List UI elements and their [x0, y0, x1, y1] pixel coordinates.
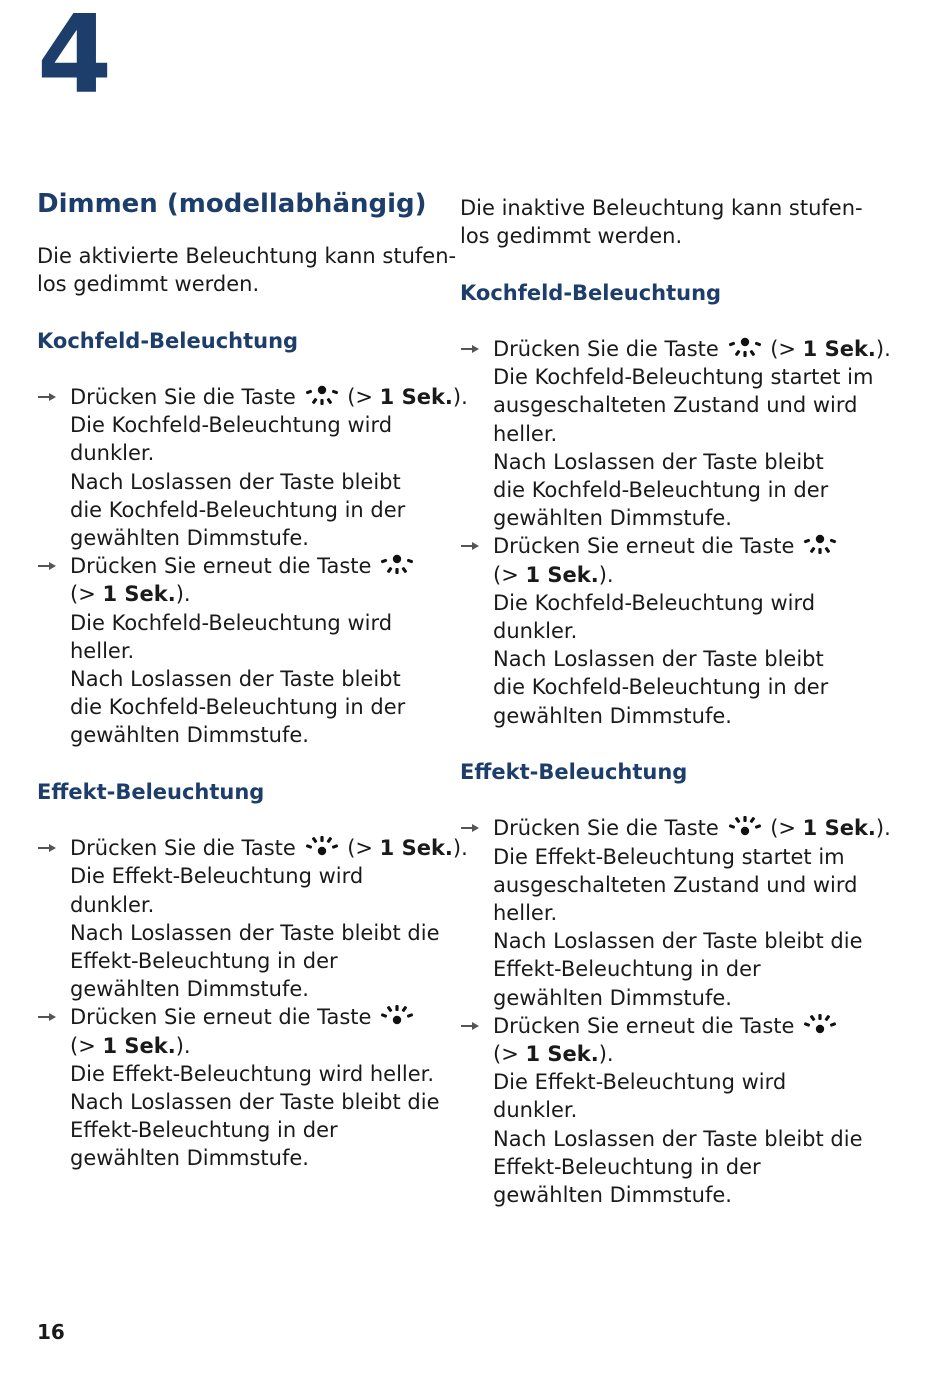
- subheading-effekt: Effekt-Beleuchtung: [37, 779, 265, 804]
- step-result-line: gewählten Dimmstufe.: [493, 506, 732, 531]
- key-symbol: [726, 816, 771, 840]
- duration-value: 1 Sek.: [525, 1042, 599, 1067]
- step-result-line: die Kochfeld-Beleuchtung in der: [493, 478, 829, 502]
- duration-open: (>: [347, 836, 373, 861]
- subheading-kochfeld: Kochfeld-Beleuchtung: [460, 280, 722, 305]
- step-duration-line: [70, 580, 457, 608]
- duration-close: ).: [452, 836, 468, 861]
- key-symbol: [303, 836, 348, 860]
- duration-close: ).: [175, 582, 191, 607]
- step-press-line: [493, 814, 891, 842]
- duration-close: ).: [175, 1033, 191, 1058]
- bullet-arrow: [37, 383, 59, 411]
- instruction-step: [37, 383, 468, 552]
- page-number: 16: [37, 1320, 65, 1344]
- step-result-line: Die Effekt-Beleuchtung wird: [493, 1070, 787, 1095]
- step-press-line: [70, 552, 457, 580]
- step-result-line: gewählten Dimmstufe.: [70, 977, 309, 1002]
- key-symbol: [801, 1014, 839, 1038]
- step-result-line: Die Effekt-Beleuchtung wird: [70, 864, 364, 889]
- instruction-step: [460, 1012, 880, 1209]
- duration-close: ).: [875, 816, 891, 841]
- subheading-effekt: Effekt-Beleuchtung: [460, 760, 688, 785]
- effect-light-icon: [803, 1014, 837, 1036]
- arrow-right-icon: [37, 1012, 57, 1022]
- effect-light-icon: [728, 816, 762, 838]
- step-result-line: Nach Loslassen der Taste bleibt die: [70, 920, 440, 945]
- step-result-line: Effekt-Beleuchtung in der: [493, 957, 761, 982]
- step-result-line: heller.: [70, 638, 135, 663]
- step-result-line: Die Effekt-Beleuchtung wird heller.: [70, 1061, 435, 1086]
- duration-open: (>: [493, 1042, 519, 1067]
- duration-open: (>: [70, 582, 96, 607]
- intro-line: los gedimmt werden.: [460, 224, 683, 249]
- intro-text: [460, 194, 880, 250]
- intro-line: Die aktivierte Beleuchtung kann stufen-: [37, 244, 457, 268]
- step-result-line: dunkler.: [493, 619, 578, 644]
- right-column: [460, 194, 891, 1209]
- step-result-line: dunkler.: [70, 892, 155, 917]
- step-press-line: [493, 1012, 880, 1040]
- hob-light-icon: [380, 554, 414, 576]
- instruction-step: [37, 552, 457, 749]
- duration-value: 1 Sek.: [525, 562, 599, 587]
- step-press-text: Drücken Sie die Taste: [70, 836, 296, 861]
- step-duration-line: [493, 561, 880, 589]
- step-press-text: Drücken Sie erneut die Taste: [70, 554, 372, 579]
- step-press-text: Drücken Sie erneut die Taste: [70, 1005, 372, 1030]
- duration-value: 1 Sek.: [802, 816, 876, 841]
- key-symbol: [801, 534, 839, 558]
- step-press-text: Drücken Sie die Taste: [70, 384, 296, 409]
- duration-open: (>: [493, 562, 519, 587]
- instruction-step: [460, 814, 891, 1011]
- step-result-line: ausgeschalteten Zustand und wird: [493, 393, 858, 418]
- step-press-line: [70, 1003, 457, 1031]
- intro-text: [37, 242, 457, 298]
- duration-value: 1 Sek.: [102, 1033, 176, 1058]
- bullet-arrow: [37, 1003, 59, 1031]
- step-result-line: Nach Loslassen der Taste bleibt die: [493, 1126, 863, 1151]
- step-result-line: gewählten Dimmstufe.: [70, 526, 309, 550]
- duration-open: (>: [770, 816, 796, 841]
- hob-light-icon: [728, 337, 762, 359]
- step-result-line: Die Kochfeld-Beleuchtung wird: [493, 590, 816, 615]
- step-result-line: Die Kochfeld-Beleuchtung wird: [70, 413, 393, 438]
- step-result-line: Effekt-Beleuchtung in der: [493, 1154, 761, 1179]
- arrow-right-icon: [37, 843, 57, 853]
- step-result-line: Nach Loslassen der Taste bleibt die: [493, 929, 863, 954]
- step-result-line: ausgeschalteten Zustand und wird: [493, 872, 858, 897]
- step-result-line: gewählten Dimmstufe.: [70, 1146, 309, 1171]
- step-result-line: Nach Loslassen der Taste bleibt die: [70, 1090, 440, 1115]
- step-result-line: gewählten Dimmstufe.: [493, 703, 732, 728]
- instruction-step: [37, 834, 468, 1003]
- bullet-arrow: [460, 532, 482, 560]
- duration-value: 1 Sek.: [379, 836, 453, 861]
- step-press-text: Drücken Sie die Taste: [493, 816, 719, 841]
- instruction-step: [460, 532, 880, 729]
- intro-line: Die inaktive Beleuchtung kann stufen-: [460, 196, 863, 220]
- step-result-line: die Kochfeld-Beleuchtung in der: [70, 497, 406, 522]
- step-result-line: Nach Loslassen der Taste bleibt: [493, 449, 824, 474]
- step-result-line: heller.: [493, 421, 558, 446]
- chapter-number: 4: [37, 0, 111, 118]
- effect-light-icon: [380, 1005, 414, 1027]
- step-result-line: dunkler.: [493, 1098, 578, 1123]
- duration-close: ).: [598, 1042, 614, 1067]
- step-duration-line: [70, 1032, 457, 1060]
- step-press-text: Drücken Sie erneut die Taste: [493, 534, 795, 559]
- step-press-line: [70, 383, 468, 411]
- bullet-arrow: [37, 552, 59, 580]
- step-result-line: die Kochfeld-Beleuchtung in der: [70, 695, 406, 720]
- step-press-text: Drücken Sie die Taste: [493, 336, 719, 361]
- step-result-line: gewählten Dimmstufe.: [493, 1183, 732, 1208]
- arrow-right-icon: [460, 823, 480, 833]
- arrow-right-icon: [37, 561, 57, 571]
- duration-value: 1 Sek.: [802, 336, 876, 361]
- duration-close: ).: [875, 336, 891, 361]
- instruction-step: [460, 335, 891, 532]
- duration-open: (>: [70, 1033, 96, 1058]
- arrow-right-icon: [460, 344, 480, 354]
- arrow-right-icon: [460, 1021, 480, 1031]
- bullet-arrow: [460, 335, 482, 363]
- step-press-text: Drücken Sie erneut die Taste: [493, 1013, 795, 1038]
- intro-line: los gedimmt werden.: [37, 272, 260, 297]
- step-press-line: [493, 335, 891, 363]
- bullet-arrow: [460, 814, 482, 842]
- hob-light-icon: [305, 385, 339, 407]
- step-result-line: Nach Loslassen der Taste bleibt: [493, 647, 824, 672]
- duration-value: 1 Sek.: [102, 582, 176, 607]
- arrow-right-icon: [460, 541, 480, 551]
- step-duration-line: [493, 1040, 880, 1068]
- step-result-line: heller.: [493, 901, 558, 926]
- step-result-line: Nach Loslassen der Taste bleibt: [70, 469, 401, 494]
- step-result-line: Nach Loslassen der Taste bleibt: [70, 667, 401, 692]
- step-press-line: [70, 834, 468, 862]
- bullet-arrow: [37, 834, 59, 862]
- duration-open: (>: [770, 336, 796, 361]
- step-result-line: Effekt-Beleuchtung in der: [70, 1118, 338, 1143]
- effect-light-icon: [305, 836, 339, 858]
- duration-close: ).: [452, 384, 468, 409]
- key-symbol: [378, 1005, 416, 1029]
- bullet-arrow: [460, 1012, 482, 1040]
- key-symbol: [726, 337, 771, 361]
- arrow-right-icon: [37, 392, 57, 402]
- key-symbol: [303, 385, 348, 409]
- duration-open: (>: [347, 384, 373, 409]
- duration-value: 1 Sek.: [379, 384, 453, 409]
- step-result-line: die Kochfeld-Beleuchtung in der: [493, 675, 829, 700]
- section-title: Dimmen (modellabhängig): [37, 189, 427, 219]
- step-result-line: gewählten Dimmstufe.: [493, 985, 732, 1010]
- instruction-step: [37, 1003, 457, 1172]
- step-press-line: [493, 532, 880, 560]
- step-result-line: Die Kochfeld-Beleuchtung wird: [70, 610, 393, 635]
- step-result-line: Effekt-Beleuchtung in der: [70, 949, 338, 974]
- subheading-kochfeld: Kochfeld-Beleuchtung: [37, 328, 299, 353]
- duration-close: ).: [598, 562, 614, 587]
- step-result-line: Die Kochfeld-Beleuchtung startet im: [493, 365, 874, 390]
- step-result-line: Die Effekt-Beleuchtung startet im: [493, 844, 845, 869]
- hob-light-icon: [803, 534, 837, 556]
- key-symbol: [378, 554, 416, 578]
- left-column: [37, 186, 468, 1173]
- step-result-line: dunkler.: [70, 441, 155, 466]
- step-result-line: gewählten Dimmstufe.: [70, 723, 309, 748]
